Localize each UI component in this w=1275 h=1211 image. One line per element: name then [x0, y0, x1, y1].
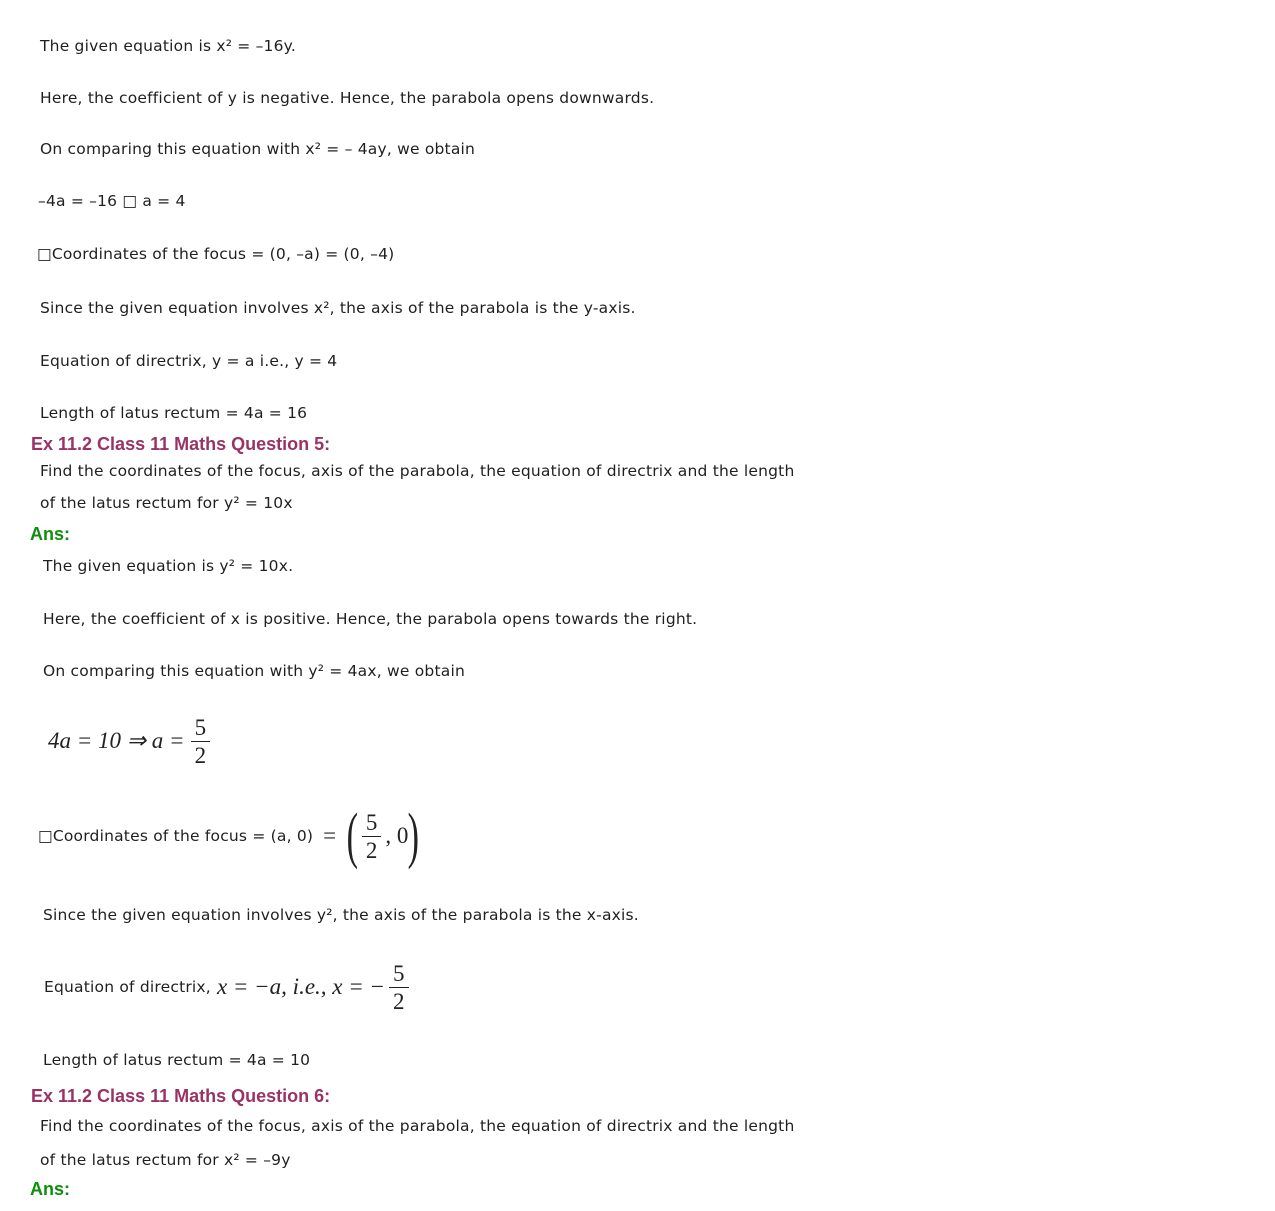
solution-line: □Coordinates of the focus = (0, –a) = (0, –4): [37, 245, 395, 263]
solution-line: Since the given equation involves x², the axis of the parabola is the y-axis.: [40, 299, 636, 317]
directrix-prefix: Equation of directrix,: [44, 978, 211, 996]
fraction: [389, 960, 409, 1015]
answer-label: Ans:: [30, 524, 70, 544]
answer-label: Ans:: [30, 1179, 70, 1199]
question-text-line: of the latus rectum for x² = –9y: [40, 1151, 291, 1169]
solution-line: Length of latus rectum = 4a = 10: [43, 1051, 311, 1069]
fraction-numerator: 5: [365, 809, 378, 835]
solution-line: Here, the coefficient of y is negative. Hence, the parabola opens downwards.: [40, 89, 655, 107]
right-paren: ): [407, 802, 420, 870]
focus-coordinates-line: [38, 801, 419, 871]
solution-line: Since the given equation involves y², the axis of the parabola is the x-axis.: [43, 906, 639, 924]
fraction: [191, 714, 211, 769]
solution-line: On comparing this equation with x² = – 4ay, we obtain: [40, 140, 476, 158]
question-text-line: Find the coordinates of the focus, axis of the parabola, the equation of directrix and the length: [40, 462, 795, 480]
directrix-math: x = −a, i.e., x = −: [216, 974, 386, 999]
solution-line: The given equation is x² = –16y.: [40, 37, 296, 55]
fraction-numerator: 5: [393, 960, 405, 986]
focus-suffix: , 0: [385, 823, 409, 848]
fraction-denominator: 2: [389, 987, 409, 1015]
solution-line: Length of latus rectum = 4a = 16: [40, 404, 308, 422]
solution-line: On comparing this equation with y² = 4ax, we obtain: [43, 662, 465, 680]
fraction: [362, 809, 382, 864]
fraction-denominator: 2: [191, 741, 211, 769]
fraction-denominator: 2: [362, 836, 382, 864]
question-heading: Ex 11.2 Class 11 Maths Question 6:: [31, 1086, 331, 1106]
directrix-equation-line: [44, 956, 413, 1018]
solution-line: Here, the coefficient of x is positive. Hence, the parabola opens towards the right.: [43, 610, 698, 628]
equation-a-value: [48, 706, 214, 776]
solution-line: Equation of directrix, y = a i.e., y = 4: [40, 352, 338, 370]
left-paren: (: [346, 802, 359, 870]
solution-line: –4a = –16 □ a = 4: [38, 192, 186, 210]
focus-prefix: □Coordinates of the focus = (a, 0): [38, 827, 314, 845]
solution-line: The given equation is y² = 10x.: [43, 557, 294, 575]
equals-sign: =: [323, 823, 337, 848]
question-heading: Ex 11.2 Class 11 Maths Question 5:: [31, 434, 331, 454]
question-text-line: of the latus rectum for y² = 10x: [40, 494, 293, 512]
equation-lhs: 4a = 10 ⇒ a =: [48, 728, 185, 753]
fraction-numerator: 5: [194, 714, 207, 740]
question-text-line: Find the coordinates of the focus, axis of the parabola, the equation of directrix and the length: [40, 1117, 795, 1135]
